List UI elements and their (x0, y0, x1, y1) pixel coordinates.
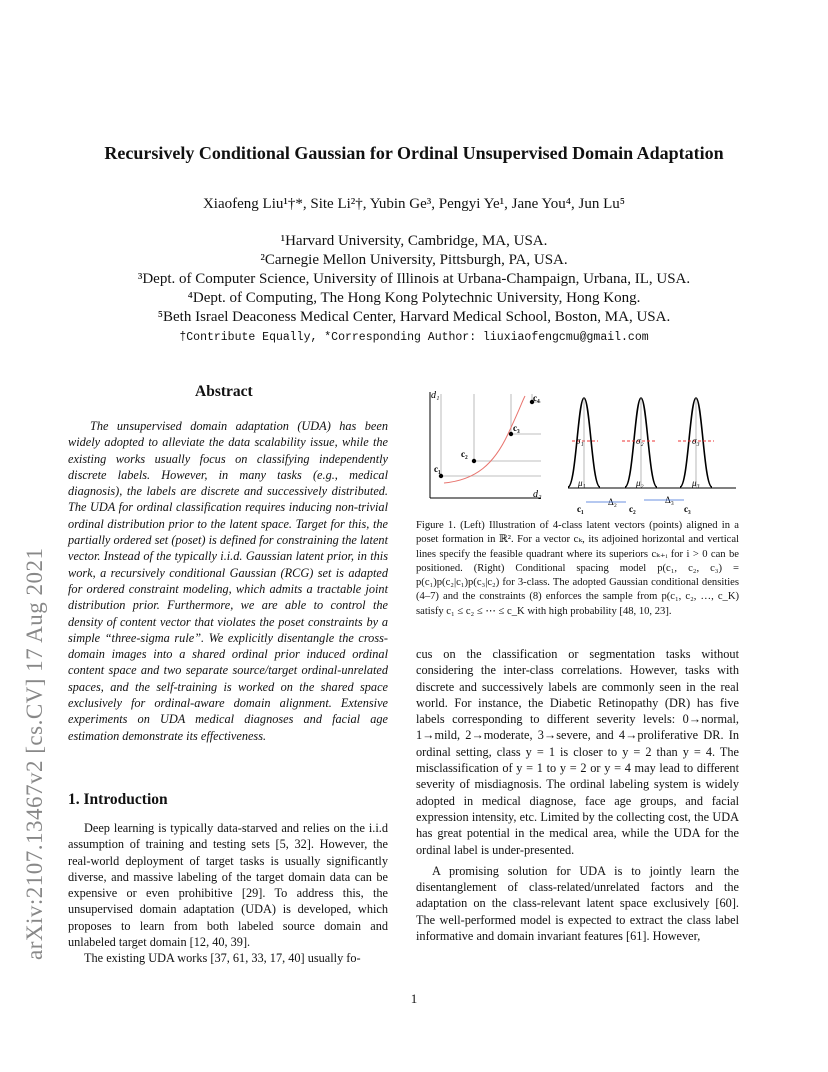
arxiv-identifier: arXiv:2107.13467v2 [cs.CV] 17 Aug 2021 (22, 547, 47, 960)
abstract-body (68, 418, 388, 744)
intro-right-column (416, 646, 739, 944)
intro-right-paragraph-2: A promising solution for UDA is to jointly learn the disentanglement of class-related/unrelated factors and the adaptation on the class-relevant latent space exclusively [60]. The well-performed model is expected to extract the class label informative and domain invariant features [61]. However, (416, 863, 739, 944)
affiliation-2: ²Carnegie Mellon University, Pittsburgh, PA, USA. (260, 252, 568, 268)
affiliation-1: ¹Harvard University, Cambridge, MA, USA. (280, 233, 548, 249)
delta-2: Δ₂ (608, 497, 617, 507)
sigma-3: σ₃ (692, 436, 700, 446)
delta-3: Δ₃ (665, 495, 674, 505)
label-c1: c₁ (434, 464, 441, 474)
abstract-heading: Abstract (195, 383, 253, 400)
intro-right-paragraph-1: cus on the classification or segmentation tasks without considering the inter-class correlations. However, tasks with discrete and successively labels are commonly seen in the real world. For instance, the Diabetic Retinopathy (DR) has five labels corresponding to different severity levels: 0→normal, 1→mild, 2→moderate, 3→severe, and 4→proliferative DR. In ordinal setting, class y = 1 is closer to y = 2 than y = 4. The misclassification of y = 1 to y = 2 or y = 4 may lead to different severity of misdiagnosis. The ordinal labeling system is widely adopted in medical diagnose, face age groups, and facial expression intensity, etc. Limited by the collecting cost, the UDA has great potential in the medical area, while the UDA for the ordinal label is under-presented. (416, 647, 739, 857)
point-c1 (439, 474, 443, 478)
author-list: Xiaofeng Liu¹†*, Site Li²†, Yubin Ge³, Pengyi Ye¹, Jane You⁴, Jun Lu⁵ (202, 196, 626, 212)
sigma-2: σ₂ (636, 436, 644, 446)
label-c1-right: c₁ (577, 504, 584, 514)
figure-1 (416, 384, 739, 514)
intro-heading: 1. Introduction (68, 791, 168, 808)
intro-left-column (68, 820, 388, 967)
abstract-text: The unsupervised domain adaptation (UDA) has been widely adopted to alleviate the data scalability issue, while the existing works usually focus on classifying independently discrete labels. However, in many tasks (e.g., medical diagnosis), the labels are discrete and successively distributed. The UDA for ordinal classification requires inducing non-trivial ordinal distribution prior to the latent space. Target for this, the partially ordered set (poset) is defined for constraining the latent vector. Instead of the typically i.i.d. Gaussian latent prior, in this work, a recursively conditional Gaussian (RCG) set is adapted for ordered constraint modeling, which admits a tractable joint distribution prior. Furthermore, we are able to control the density of content vector that violates the poset constraints by a simple “three-sigma rule”. We explicitly disentangle the cross-domain images into a shared ordinal prior induced ordinal content space and two separate source/target ordinal-unrelated spaces, and the self-training is worked on the shared space exclusively for ordinal-aware domain alignment. Extensive experiments on UDA medical diagnoses and facial age estimation demonstrate its effectiveness. (68, 419, 388, 743)
ordinal-curve (444, 396, 525, 483)
intro-paragraph-2: The existing UDA works [37, 61, 33, 17, 40] usually fo- (84, 951, 361, 966)
sigma-1: σ₁ (576, 436, 584, 446)
label-c3-right: c₃ (684, 504, 691, 514)
intro-paragraph-1: Deep learning is typically data-starved and relies on the i.i.d assumption of training and testing sets [5, 32]. However, the real-world deployment of target tasks is usually significantly diverse, and massive labeling of the target domain data can be expensive or even prohibitive [29]. To address this, the unsupervised domain adaptation (UDA) is developed, which proposes to learn from both labeled source domain and unlabeled target domain [12, 40, 39]. (68, 821, 388, 950)
label-c4: c₄ (533, 393, 540, 403)
mu-2: μ₂ (636, 478, 644, 488)
point-c2 (472, 459, 476, 463)
axis-label-d1: d₁ (431, 390, 440, 401)
poset-plot (430, 390, 542, 500)
figure-caption: Figure 1. (Left) Illustration of 4-class latent vectors (points) aligned in a poset formation in ℝ². For a vector cₖ, its adjoined horizontal and vertical lines specify the feasible quadrant where its superiors cₖ₊ᵢ for i > 0 can be positioned. (Right) Conditional spacing model p(c₁, c₂, c₃) = p(c₁)p(c₂|c₁)p(c₃|c₂) for 3-class. The adopted Gaussian conditional densities (4–7) and the constraints (8) enforces the sample from p(c₁, c₂, …, c_K) satisfy c₁ ≤ c₂ ≤ ⋯ ≤ c_K with high probability [48, 10, 23]. (416, 520, 739, 617)
mu-1: μ₁ (578, 478, 586, 488)
affiliation-5: ⁵Beth Israel Deaconess Medical Center, Harvard Medical School, Boston, MA, USA. (157, 309, 671, 325)
paper-title: Recursively Conditional Gaussian for Ordinal Unsupervised Domain Adaptation (104, 143, 724, 163)
affiliation-3: ³Dept. of Computer Science, University of Illinois at Urbana-Champaign, Urbana, IL, USA. (137, 271, 691, 287)
label-c3: c₃ (513, 423, 520, 433)
author-note: †Contribute Equally, *Corresponding Author: liuxiaofengcmu@gmail.com (179, 331, 649, 344)
mu-3: μ₃ (692, 478, 700, 488)
label-c2-right: c₂ (629, 504, 636, 514)
affiliation-4: ⁴Dept. of Computing, The Hong Kong Polytechnic University, Hong Kong. (187, 290, 641, 306)
label-c2: c₂ (461, 449, 468, 459)
gaussian-plot (568, 398, 736, 514)
page-number: 1 (410, 991, 418, 1006)
axis-label-d2: d₂ (533, 489, 542, 500)
